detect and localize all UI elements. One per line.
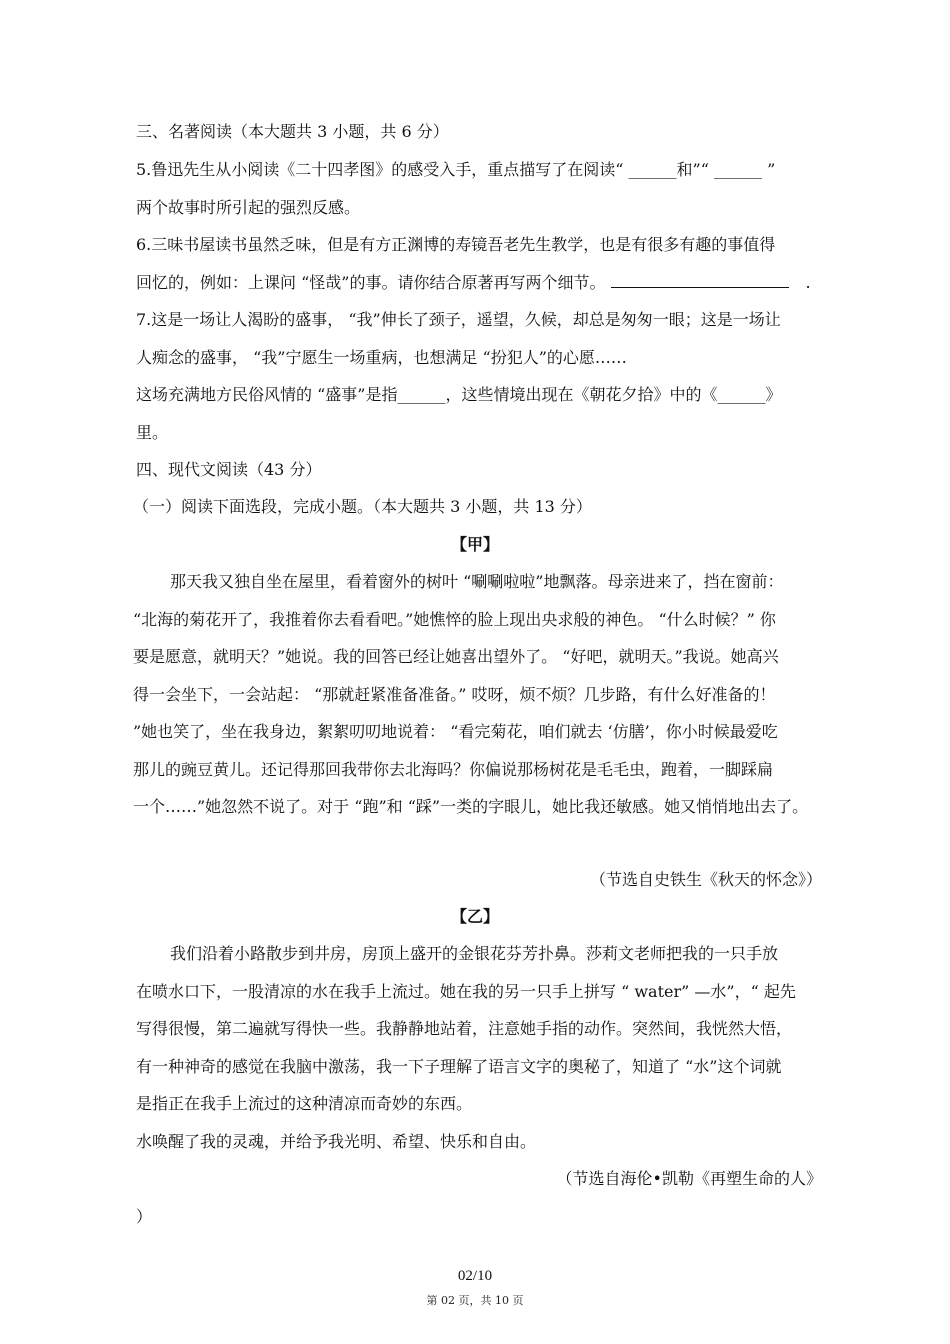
passage-a-line: 得一会坐下，一会站起： “那就赶紧准备准备。” 哎呀，烦不烦？几步路，有什么好准备的！ — [133, 685, 776, 704]
answer-blank[interactable] — [611, 273, 789, 288]
subsection-heading: （一）阅读下面选段，完成小题。（本大题共 3 小题，共 13 分） — [133, 497, 592, 516]
question-5-line: 5.鲁迅先生从小阅读《二十四孝图》的感受入手，重点描写了在阅读“ ______和”“ ______ ” — [136, 160, 776, 179]
passage-b-source-close: ） — [136, 1207, 153, 1226]
passage-b-line: 我们沿着小路散步到井房，房顶上盛开的金银花芬芳扑鼻。莎莉文老师把我的一只手放 — [170, 944, 779, 963]
passage-a-line: 那儿的豌豆黄儿。还记得那回我带你去北海吗？你偏说那杨树花是毛毛虫，跑着，一脚踩扁 — [133, 760, 774, 779]
question-6-period: . — [805, 273, 811, 292]
page-footer: 第 02 页，共 10 页 — [426, 1294, 524, 1307]
question-6-line — [136, 273, 811, 293]
page-number: 02/10 — [457, 1268, 493, 1284]
question-6-line: 6.三味书屋读书虽然乏味，但是有方正渊博的寿镜吾老先生教学，也是有很多有趣的事值得 — [136, 235, 776, 254]
passage-a-line: “北海的菊花开了，我推着你去看看吧。”她憔悴的脸上现出央求般的神色。 “什么时候？” 你 — [133, 610, 776, 629]
passage-b-source: （节选自海伦•凯勒《再塑生命的人》 — [556, 1169, 822, 1188]
passage-a-line: 要是愿意，就明天？”她说。我的回答已经让她喜出望外了。 “好吧，就明天。”我说。她高兴 — [133, 647, 779, 666]
passage-b-title: 【乙】 — [450, 907, 499, 926]
question-7-line: 这场充满地方民俗风情的 “盛事”是指______，这些情境出现在《朝花夕拾》中的《______》 — [136, 385, 782, 404]
question-5-line: 两个故事时所引起的强烈反感。 — [136, 198, 361, 217]
passage-a-title: 【甲】 — [450, 535, 499, 554]
passage-a-source: （节选自史铁生《秋天的怀念》） — [589, 870, 822, 889]
passage-b-line: 有一种神奇的感觉在我脑中激荡，我一下子理解了语言文字的奥秘了，知道了 “水”这个词就 — [136, 1057, 782, 1076]
passage-a-line: 一个……”她忽然不说了。对于 “跑”和 “踩”一类的字眼儿，她比我还敏感。她又悄悄地出去了。 — [133, 797, 809, 816]
passage-a-line: ”她也笑了，坐在我身边，絮絮叨叨地说着： “看完菊花，咱们就去 ‘仿膳’，你小时候最爱吃 — [133, 722, 778, 741]
section-heading: 四、现代文阅读（43 分） — [136, 460, 322, 479]
question-6-text: 回忆的，例如：上课问 “怪哉”的事。请你结合原著再写两个细节。 — [136, 273, 606, 292]
question-7-line: 7.这是一场让人渴盼的盛事， “我”伸长了颈子，遥望，久候，却总是匆匆一眼；这是一场让 — [136, 310, 781, 329]
passage-b-line: 在喷水口下，一股清凉的水在我手上流过。她在我的另一只手上拼写 “ water” —水”，“ 起先 — [136, 982, 796, 1001]
section-heading: 三、名著阅读（本大题共 3 小题，共 6 分） — [136, 122, 449, 141]
passage-b-line: 水唤醒了我的灵魂，并给予我光明、希望、快乐和自由。 — [136, 1132, 537, 1151]
passage-b-line: 写得很慢，第二遍就写得快一些。我静静地站着，注意她手指的动作。突然间，我恍然大悟， — [136, 1019, 793, 1038]
passage-b-line: 是指正在我手上流过的这种清凉而奇妙的东西。 — [136, 1094, 473, 1113]
question-7-line: 人痴念的盛事， “我”宁愿生一场重病，也想满足 “扮犯人”的心愿…… — [136, 348, 627, 367]
passage-a-line: 那天我又独自坐在屋里，看着窗外的树叶 “唰唰啦啦”地飘落。母亲进来了，挡在窗前： — [170, 572, 784, 591]
question-7-line: 里。 — [136, 423, 169, 442]
